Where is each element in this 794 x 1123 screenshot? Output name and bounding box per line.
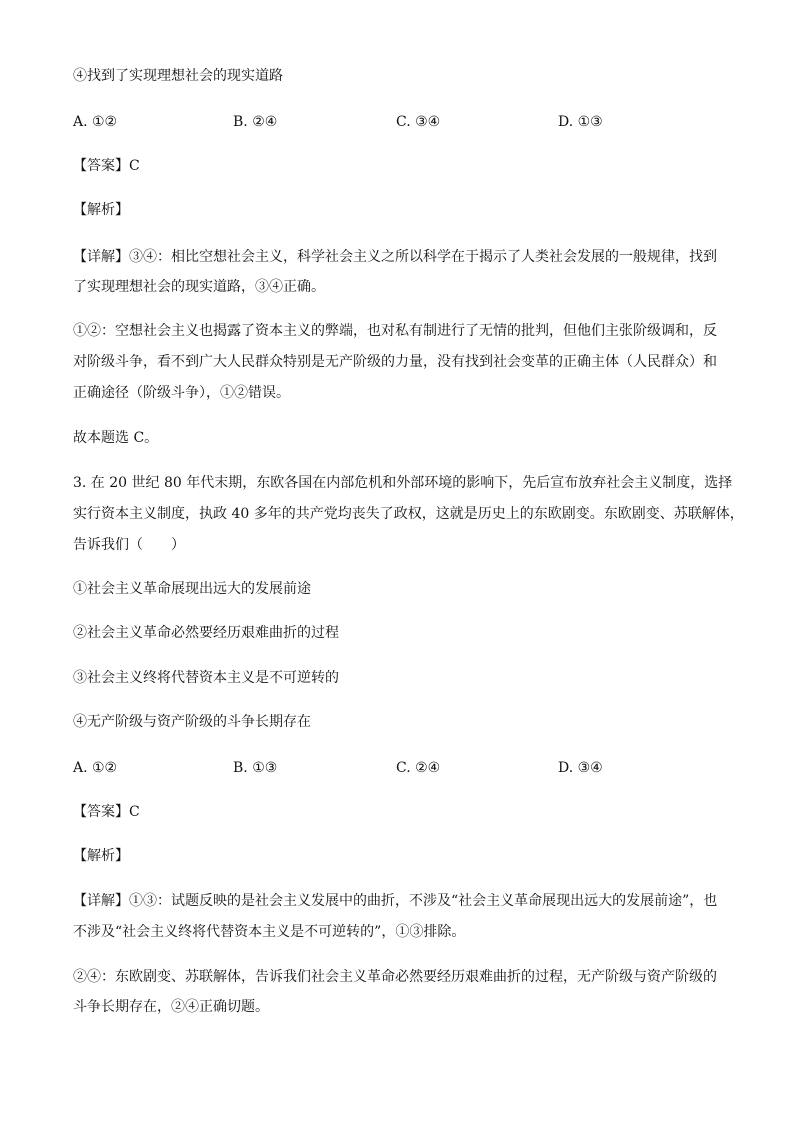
q3-option-c: C. ②④ [396,760,441,776]
q2-detail-line-2: 了实现理想社会的现实道路，③④正确。 [73,279,325,295]
q2-conclusion: 故本题选 C。 [73,430,159,446]
q3-item-3: ③社会主义终将代替资本主义是不可逆转的 [73,670,339,686]
q3-detail-line-2: 不涉及“社会主义终将代替资本主义是不可逆转的”，①③排除。 [73,924,466,940]
q3-option-a: A. ①② [73,760,118,776]
q3-answer: 【答案】C [73,804,140,820]
q2-answer: 【答案】C [73,158,140,174]
q2-option-b: B. ②④ [233,114,278,130]
q3-item-2: ②社会主义革命必然要经历艰难曲折的过程 [73,625,339,641]
q2-option-d: D. ①③ [558,114,603,130]
q2-option-c: C. ③④ [396,114,441,130]
q3-option-b: B. ①③ [233,760,278,776]
q3-item-4: ④无产阶级与资产阶级的斗争长期存在 [73,714,311,730]
q2-option-a: A. ①② [73,114,118,130]
q3-stem-line-1: 3. 在 20 世纪 80 年代末期，东欧各国在内部危机和外部环境的影响下，先后宣布放弃社会主义制度，选择 [73,475,733,491]
q2-detail-line-1: 【详解】③④：相比空想社会主义，科学社会主义之所以科学在于揭示了人类社会发展的一般规律，找到 [73,249,717,265]
q3-para2-line-2: 斗争长期存在，②④正确切题。 [73,999,269,1015]
q2-item-4: ④找到了实现理想社会的现实道路 [73,68,283,84]
q3-item-1: ①社会主义革命展现出远大的发展前途 [73,581,311,597]
q3-para2-line-1: ②④：东欧剧变、苏联解体，告诉我们社会主义革命必然要经历艰难曲折的过程，无产阶级与资产阶级的 [73,969,717,985]
q2-para2-line-3: 正确途径（阶级斗争），①②错误。 [73,385,290,401]
q3-stem-line-2: 实行资本主义制度，执政 40 多年的共产党均丧失了政权，这就是历史上的东欧剧变。东欧剧变、苏联解体， [73,506,744,522]
q2-para2-line-1: ①②：空想社会主义也揭露了资本主义的弊端，也对私有制进行了无情的批判，但他们主张阶级调和，反 [73,323,717,339]
q2-analysis-label: 【解析】 [73,202,129,218]
q3-option-d: D. ③④ [558,760,603,776]
q3-stem-line-3: 告诉我们（ ） [73,537,185,553]
q3-detail-line-1: 【详解】①③：试题反映的是社会主义发展中的曲折，不涉及“社会主义革命展现出远大的发展前途”，也 [73,893,718,909]
q3-analysis-label: 【解析】 [73,848,129,864]
q2-para2-line-2: 对阶级斗争，看不到广大人民群众特别是无产阶级的力量，没有找到社会变革的正确主体（人民群众）和 [73,354,717,370]
